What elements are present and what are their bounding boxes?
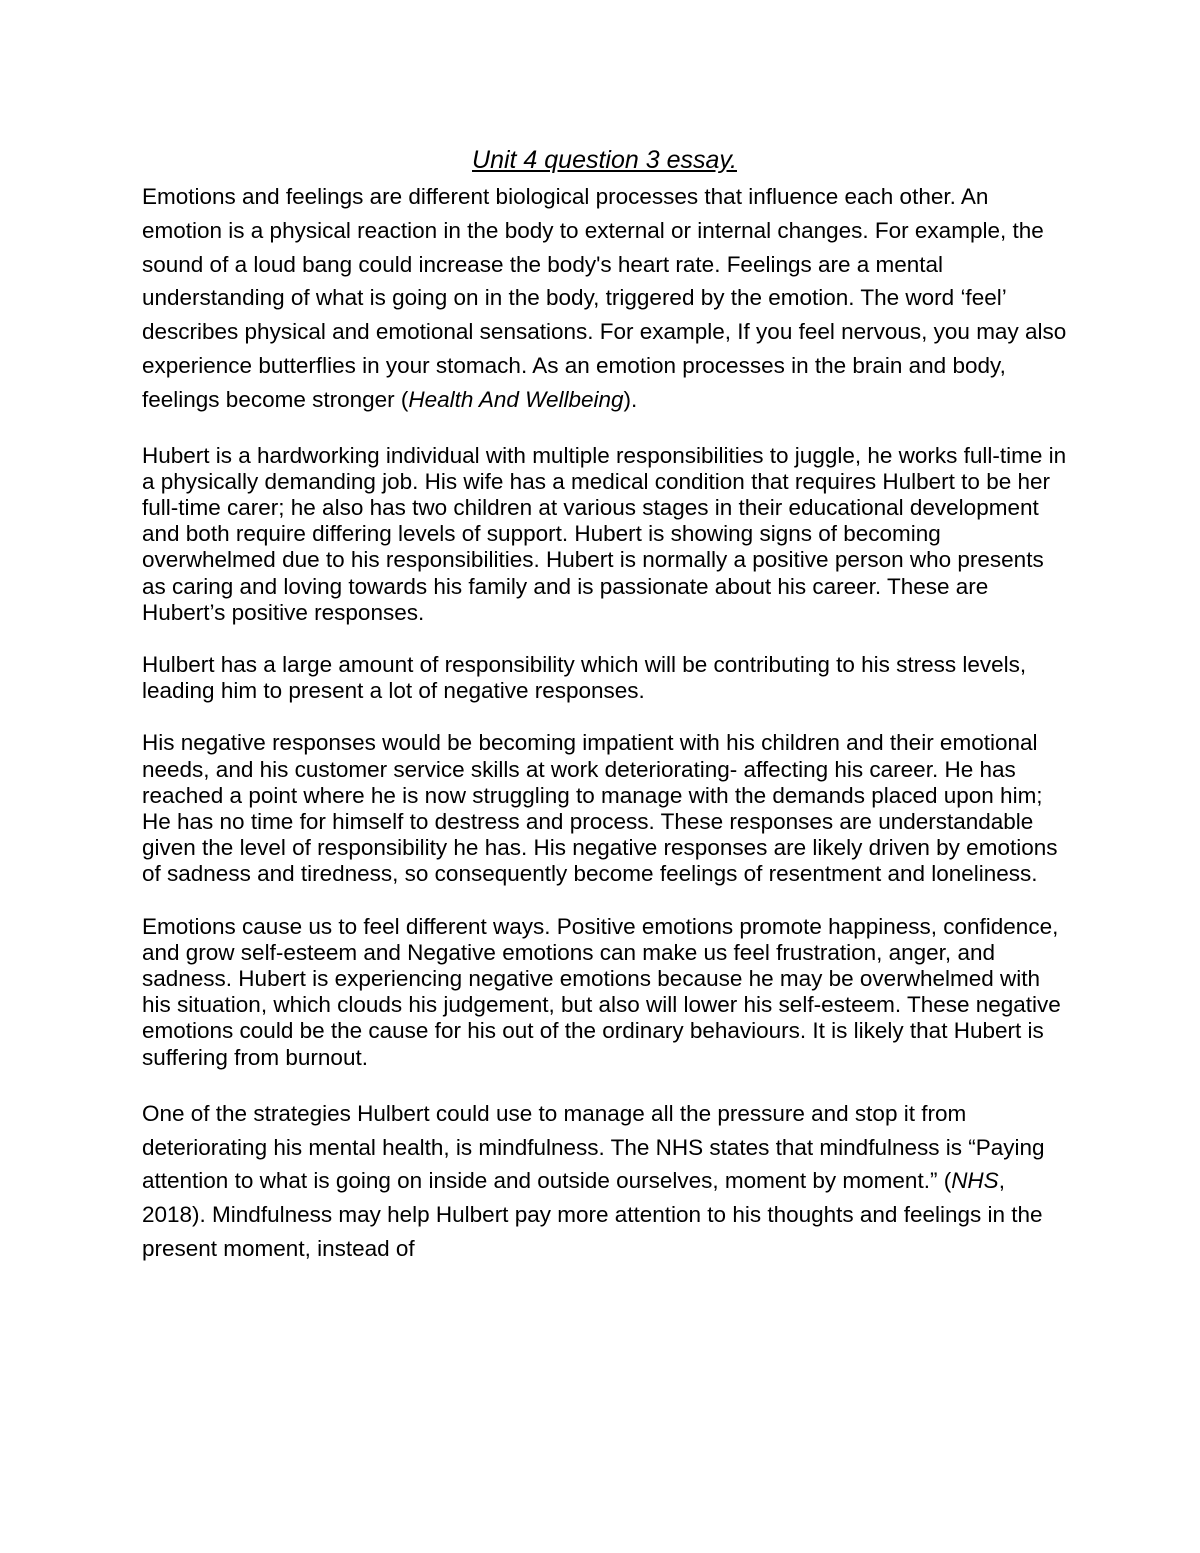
paragraph-text: Emotions and feelings are different biological processes that influence each other. An emotion is a physical reaction in the body to external or internal changes. For example, the sound of a loud bang could increase the body's heart rate. Feelings are a mental understanding of what is going on in the body, triggered by the emotion. The word ‘feel’ describes physical and emotional sensations. For example, If you feel nervous, you may also experience butterflies in your stomach. As an emotion processes in the brain and body, feelings become stronger (: [142, 184, 1067, 412]
paragraph-responsibility: Hulbert has a large amount of responsibility which will be contributing to his stress levels, leading him to present a lot of negative responses.: [142, 652, 1027, 704]
paragraph-text: One of the strategies Hulbert could use to manage all the pressure and stop it from deteriorating his mental health, is mindfulness. The NHS states that mindfulness is “Paying attention to what is going on inside and outside ourselves, moment by moment.” (: [142, 1100, 1045, 1194]
paragraph-emotions-effects: Emotions cause us to feel different ways. Positive emotions promote happiness, confidence, and grow self-esteem and Negative emotions can make us feel frustration, anger, and sadness. Hubert is experiencing negative emotions because he may be overwhelmed with his situation, which clouds his judgement, but also will lower his self-esteem. These negative emotions could be the cause for his out of the ordinary behaviours. It is likely that Hubert is suffering from burnout.: [142, 913, 1061, 1070]
paragraph-text-end: ).: [623, 386, 638, 412]
document-body: [142, 142, 1067, 1266]
paragraph-emotions-feelings: [142, 180, 1067, 417]
paragraph-negative-responses: His negative responses would be becoming impatient with his children and their emotional needs, and his customer service skills at work deteriorating- affecting his career. He has reached a point where he is now struggling to manage with the demands placed upon him; He has no time for himself to destress and process. These responses are understandable given the level of responsibility he has. His negative responses are likely driven by emotions of sadness and tiredness, so consequently become feelings of resentment and loneliness.: [142, 730, 1058, 887]
citation-nhs: NHS: [951, 1168, 999, 1194]
paragraph-hubert-intro: Hubert is a hardworking individual with multiple responsibilities to juggle, he works full-time in a physically demanding job. His wife has a medical condition that requires Hulbert to be her full-time carer; he also has two children at various stages in their educational development and both require differing levels of support. Hubert is showing signs of becoming overwhelmed due to his responsibilities. Hubert is normally a positive person who presents as caring and loving towards his family and is passionate about his career. These are Hubert’s positive responses.: [142, 442, 1067, 625]
paragraph-mindfulness: [142, 1097, 1067, 1266]
citation-health-wellbeing: Health And Wellbeing: [408, 386, 624, 412]
paragraph-text-end: , 2018). Mindfulness may help Hulbert pay more attention to his thoughts and feelings in the present moment, instead of: [142, 1168, 1043, 1262]
essay-title: Unit 4 question 3 essay.: [472, 146, 737, 174]
